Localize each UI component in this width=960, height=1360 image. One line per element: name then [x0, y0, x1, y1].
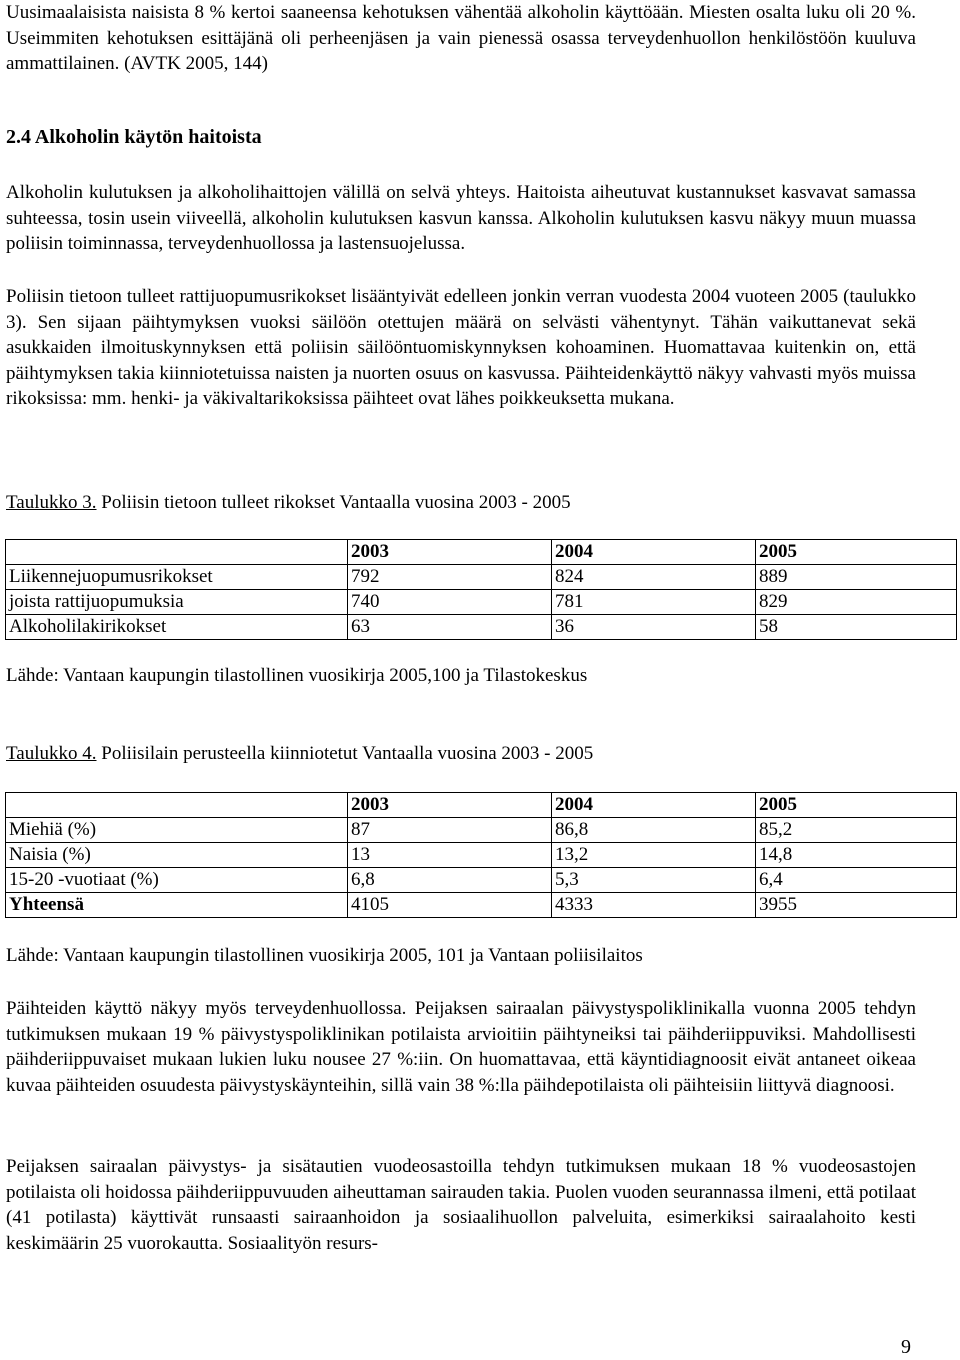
table3-source: Lähde: Vantaan kaupungin tilastollinen vuosikirja 2005,100 ja Tilastokeskus: [6, 665, 588, 686]
paragraph-1: Alkoholin kulutuksen ja alkoholihaittojen välillä on selvä yhteys. Haitoista aiheutuvat kustannukset kasvavat samassa suhteessa, tosin usein viiveellä, alkoholin kulutuksen kasvun kanssa. Alkoholin kulutuksen kasvu näkyy muun muassa poliisin toiminnassa, terveydenhuollossa ja lastensuojelussa.: [6, 182, 916, 255]
paragraph-1-block: [6, 180, 916, 257]
table3-cell: 740: [348, 590, 552, 615]
table4-cell: 6,4: [756, 868, 957, 893]
table3-caption: [6, 490, 916, 516]
table-row: [6, 868, 957, 893]
table4-caption: [6, 741, 916, 767]
table3-header-cell: 2004: [552, 540, 756, 565]
table4-cell: 85,2: [756, 818, 957, 843]
table3-header-cell: [6, 540, 348, 565]
table4-cell: 87: [348, 818, 552, 843]
table4-header-cell: 2003: [348, 793, 552, 818]
table-row: [6, 818, 957, 843]
table3-cell: Alkoholilakirikokset: [6, 615, 348, 640]
closing-paragraph-1: Päihteiden käyttö näkyy myös terveydenhuollossa. Peijaksen sairaalan päivystyspoliklinikalla vuonna 2005 tehdyn tutkimuksen mukaan 19 % päivystyspoliklinikan potilaista arvioitiin päihtyneiksi tai päihderiippuviksi. Mahdollisesti päihderiippuvaiset mukaan lukien luku nousee 27 %:iin. On huomattavaa, että käyntidiagnoosit eivät antaneet oikeaa kuvaa päihteiden osuudesta päivystyskäynteihin, sillä vain 38 %:lla päihdepotilaista oli päihteisiin liittyvä diagnoosi.: [6, 998, 916, 1096]
table-row: [6, 843, 957, 868]
table3: [5, 539, 957, 640]
table3-cell: 781: [552, 590, 756, 615]
table3-cell: 889: [756, 565, 957, 590]
table4-cell: 13,2: [552, 843, 756, 868]
table3-header-cell: 2003: [348, 540, 552, 565]
table4-cell: 6,8: [348, 868, 552, 893]
table4-header-cell: 2005: [756, 793, 957, 818]
table3-cell: 58: [756, 615, 957, 640]
table4: [5, 792, 957, 918]
page-number: 9: [901, 1336, 911, 1358]
table-row: [6, 615, 957, 640]
table-row: [6, 565, 957, 590]
table4-header-cell: 2004: [552, 793, 756, 818]
table3-cell: Liikennejuopumusrikokset: [6, 565, 348, 590]
table4-cell: Miehiä (%): [6, 818, 348, 843]
table4-cell: 13: [348, 843, 552, 868]
table4-label: Taulukko 4.: [6, 743, 97, 764]
closing-paragraph-1-block: [6, 996, 916, 1098]
table3-cell: 36: [552, 615, 756, 640]
table4-cell: 4333: [552, 893, 756, 918]
table4-cell: 15-20 -vuotiaat (%): [6, 868, 348, 893]
table3-cell: joista rattijuopumuksia: [6, 590, 348, 615]
table3-label: Taulukko 3.: [6, 492, 97, 513]
table4-header-cell: [6, 793, 348, 818]
table4-cell: 14,8: [756, 843, 957, 868]
table4-cell: 86,8: [552, 818, 756, 843]
table3-cell: 792: [348, 565, 552, 590]
table-row-total: [6, 893, 957, 918]
table4-cell: 3955: [756, 893, 957, 918]
section-heading: 2.4 Alkoholin käytön haitoista: [6, 126, 262, 148]
closing-paragraph-2: Peijaksen sairaalan päivystys- ja sisätautien vuodeosastoilla tehdyn tutkimuksen mukaan 18 % vuodeosastojen potilaista oli hoidossa päihderiippuvuuden aiheuttaman sairauden takia. Puolen vuoden seurannassa ilmeni, että potilaat (41 potilasta) käyttivät runsaasti sairaanhoidon ja sosiaalihuollon palveluita, esimerkiksi sairaalahoito kesti keskimäärin 25 vuorokautta. Sosiaalityön resurs-: [6, 1156, 916, 1254]
table3-header-cell: 2005: [756, 540, 957, 565]
intro-paragraph: Uusimaalaisista naisista 8 % kertoi saaneensa kehotuksen vähentää alkoholin käyttöään. Miesten osalta luku oli 20 %. Useimmiten kehotuksen esittäjänä oli perheenjäsen ja vain pienessä osassa terveydenhuollon henkilöstöön kuuluva ammattilainen. (AVTK 2005, 144): [6, 2, 916, 75]
table3-header-row: [6, 540, 957, 565]
paragraph-2-block: [6, 284, 916, 412]
table3-cell: 824: [552, 565, 756, 590]
table-row: [6, 590, 957, 615]
table3-cell: 829: [756, 590, 957, 615]
closing-paragraph-2-block: [6, 1154, 916, 1256]
intro-paragraph-block: [6, 0, 916, 77]
table4-title: Poliisilain perusteella kiinniotetut Vantaalla vuosina 2003 - 2005: [96, 743, 594, 764]
table4-cell-total-label: Yhteensä: [6, 893, 348, 918]
paragraph-2: Poliisin tietoon tulleet rattijuopumusrikokset lisääntyivät edelleen jonkin verran vuodesta 2004 vuoteen 2005 (taulukko 3). Sen sijaan päihtymyksen vuoksi säilöön otettujen määrä on selvästi vähentynyt. Tähän vaikuttanevat sekä asukkaiden ilmoituskynnyksen että poliisin säilööntuomiskynnyksen kohoaminen. Huomattavaa kuitenkin on, että päihtymyksen takia kiinniotetuissa naisten ja nuorten osuus on kasvussa. Päihteidenkäyttö näkyy vahvasti myös muissa rikoksissa: mm. henki- ja väkivaltarikoksissa päihteet ovat lähes poikkeuksetta mukana.: [6, 286, 916, 410]
section-heading-block: [6, 124, 916, 150]
table4-cell: 4105: [348, 893, 552, 918]
table4-source: Lähde: Vantaan kaupungin tilastollinen vuosikirja 2005, 101 ja Vantaan poliisilaitos: [6, 945, 643, 966]
table3-cell: 63: [348, 615, 552, 640]
table4-header-row: [6, 793, 957, 818]
table4-cell: Naisia (%): [6, 843, 348, 868]
table4-cell: 5,3: [552, 868, 756, 893]
table3-title: Poliisin tietoon tulleet rikokset Vantaalla vuosina 2003 - 2005: [96, 492, 571, 513]
